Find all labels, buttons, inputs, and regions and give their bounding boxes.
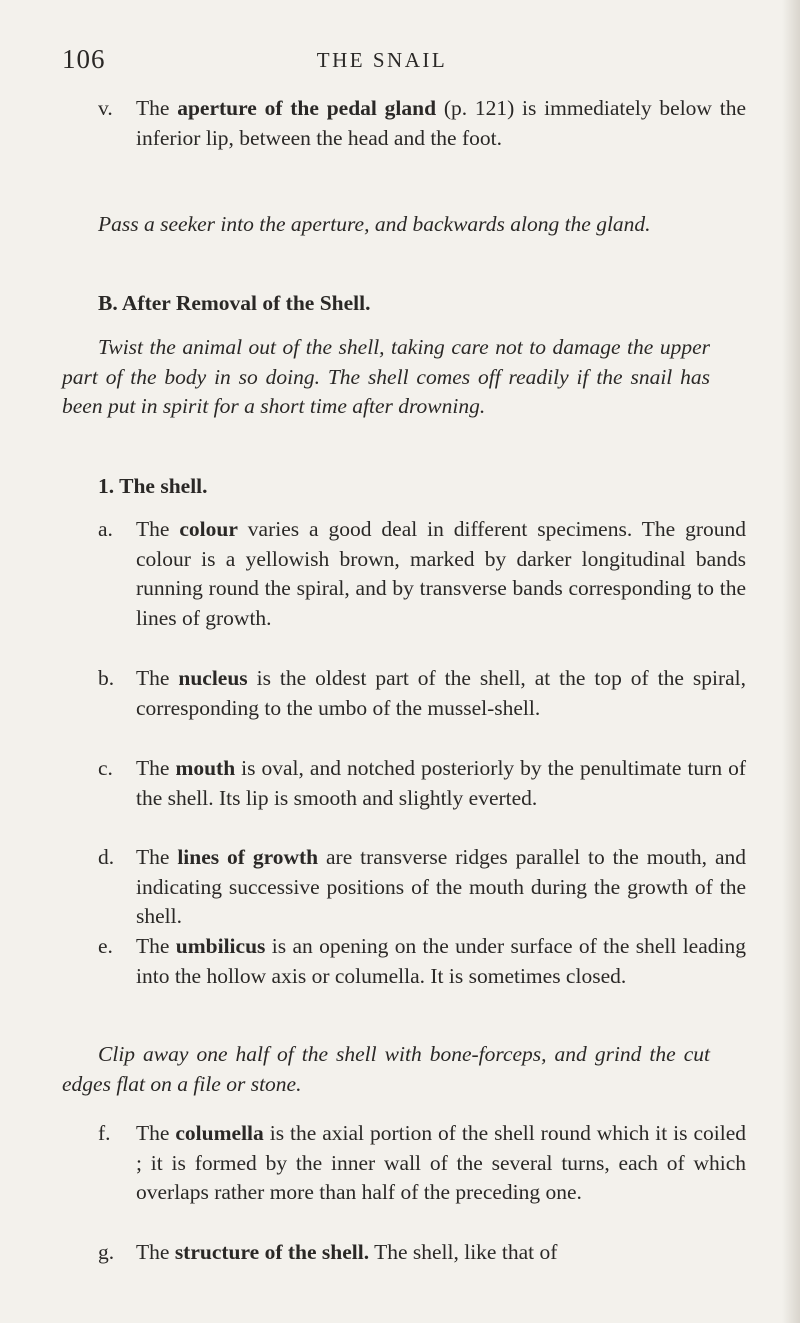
list-item-a: a. The colour varies a good deal in different specimens. The ground colour is a yellowish brown, marked by darker longitudinal bands running round the spiral, and by transverse bands corresponding to the lines of growth. bbox=[98, 517, 746, 630]
instruction-remove-shell: Twist the animal out of the shell, taking care not to damage the upper part of the body in so doing. The shell comes off readily if the snail has been put in spirit for a short time after drowning. bbox=[62, 335, 710, 419]
item-label: c. bbox=[98, 756, 113, 780]
item-label: g. bbox=[98, 1240, 115, 1264]
item-label: a. bbox=[98, 517, 113, 541]
item-term: aperture of the pedal gland bbox=[177, 96, 437, 120]
item-label: b. bbox=[98, 666, 115, 690]
item-term: structure of the shell. bbox=[174, 1240, 370, 1264]
list-item-g: g. The structure of the shell. The shell, like that of bbox=[98, 1238, 746, 1268]
item-label: d. bbox=[98, 845, 115, 869]
item-term: mouth bbox=[175, 756, 236, 780]
list-item-e: e. The umbilicus is an opening on the under surface of the shell leading into the hollow axis or columella. It is sometimes closed. bbox=[98, 934, 746, 988]
item-term: lines of growth bbox=[177, 845, 319, 869]
list-item-f: f. The columella is the axial portion of the shell round which it is coiled ; it is formed by the inner wall of the several turns, each of which overlaps rather more than half of the preceding one. bbox=[98, 1121, 746, 1205]
list-item-v: v. The aperture of the pedal gland (p. 121) is immediately below the inferior lip, between the head and the foot. bbox=[98, 96, 746, 150]
page-header bbox=[62, 44, 702, 84]
instruction-seeker: Pass a seeker into the aperture, and backwards along the gland. bbox=[98, 212, 651, 236]
item-term: umbilicus bbox=[175, 934, 266, 958]
list-item-c: c. The mouth is oval, and notched posteriorly by the penultimate turn of the shell. Its lip is smooth and slightly everted. bbox=[98, 756, 746, 810]
item-label: v. bbox=[98, 96, 113, 120]
running-title: THE SNAIL bbox=[316, 48, 448, 72]
list-item-d: d. The lines of growth are transverse ridges parallel to the mouth, and indicating successive positions of the mouth during the growth of the shell. bbox=[98, 845, 746, 929]
item-term: columella bbox=[175, 1121, 264, 1145]
instruction-clip-shell: Clip away one half of the shell with bone-forceps, and grind the cut edges flat on a file or stone. bbox=[62, 1042, 710, 1096]
item-term: colour bbox=[179, 517, 238, 541]
section-heading-b: B. After Removal of the Shell. bbox=[98, 291, 371, 315]
list-item-b: b. The nucleus is the oldest part of the shell, at the top of the spiral, corresponding to the umbo of the mussel-shell. bbox=[98, 666, 746, 720]
heading-the-shell: 1. The shell. bbox=[98, 474, 208, 498]
item-label: e. bbox=[98, 934, 113, 958]
item-term: nucleus bbox=[178, 666, 248, 690]
page-number: 106 bbox=[62, 44, 106, 74]
item-label: f. bbox=[98, 1121, 111, 1145]
